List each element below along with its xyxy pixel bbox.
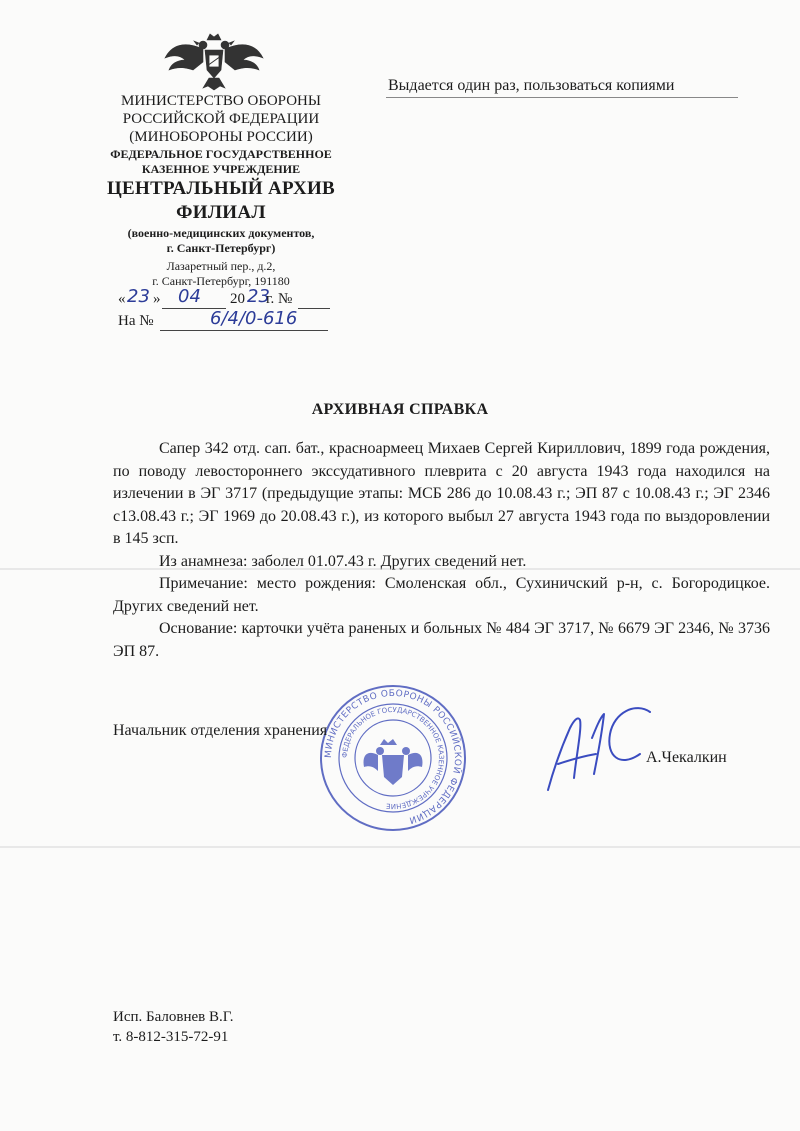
issue-notice: Выдается один раз, пользоваться копиями bbox=[388, 77, 675, 94]
archive-address: Лазаретный пер., д.2, г. Санкт-Петербург, 191180 bbox=[152, 259, 290, 288]
date-number-underline bbox=[298, 308, 330, 309]
reference-number-line: На № 6/4/0-616 bbox=[118, 311, 333, 333]
reference-underline bbox=[160, 330, 328, 331]
body-paragraph-main: Сапер 342 отд. сап. бат., красноармеец Михаев Сергей Кириллович, 1899 года рождения, по поводу левостороннего экссудативного плеврита с 20 августа 1943 года находился на излечении в ЭГ 3717 (предыдущие этапы: МСБ 286 до 10.08.43 г.; ЭП 87 с 10.08.43 г.; ЭГ 2346 с13.08.43 г.; ЭГ 1969 до 20.08.43 г.), из которого выбыл 27 августа 1943 года по выздоровлении в 145 зсп. bbox=[113, 440, 770, 547]
document-body bbox=[113, 438, 770, 663]
institution-type: ФЕДЕРАЛЬНОЕ ГОСУДАРСТВЕННОЕ КАЗЕННОЕ УЧРЕЖДЕНИЕ bbox=[110, 147, 332, 176]
ministry-name: МИНИСТЕРСТВО ОБОРОНЫ РОССИЙСКОЙ ФЕДЕРАЦИИ (МИНОБОРОНЫ РОССИИ) bbox=[121, 93, 321, 145]
archive-subtitle: (военно-медицинских документов, г. Санкт-Петербург) bbox=[127, 226, 315, 255]
svg-text:МИНИСТЕРСТВО ОБОРОНЫ РОССИЙСКО: МИНИСТЕРСТВО ОБОРОНЫ РОССИЙСКОЙ ФЕДЕРАЦИИ bbox=[323, 688, 463, 825]
executor-name: Исп. Баловнев В.Г. bbox=[113, 1009, 234, 1025]
document-title: АРХИВНАЯ СПРАВКА bbox=[311, 401, 489, 418]
issue-notice-underline bbox=[386, 97, 738, 98]
body-paragraph-note: Примечание: место рождения: Смоленская обл., Сухиничский р-н, с. Богородицкое. Других сведений нет. bbox=[113, 575, 770, 615]
double-headed-eagle-emblem-icon bbox=[163, 30, 265, 92]
signer-position: Начальник отделения хранения bbox=[113, 722, 328, 739]
scan-artifact-line bbox=[0, 846, 800, 848]
svg-text:ФЕДЕРАЛЬНОЕ ГОСУДАРСТВЕННОЕ КА: ФЕДЕРАЛЬНОЕ ГОСУДАРСТВЕННОЕ КАЗЕННОЕ УЧРЕЖДЕНИЕ bbox=[340, 705, 446, 811]
date-month-handwritten: 04 bbox=[178, 286, 201, 307]
date-year-handwritten: 23 bbox=[247, 286, 270, 307]
executor-info bbox=[113, 1007, 234, 1047]
body-paragraph-anamnesis: Из анамнеза: заболел 01.07.43 г. Других сведений нет. bbox=[159, 552, 527, 570]
archive-name: ЦЕНТРАЛЬНЫЙ АРХИВ ФИЛИАЛ bbox=[106, 178, 336, 223]
document-date-line: « 23 » 04 20 23 г. № bbox=[118, 289, 333, 311]
date-day-handwritten: 23 bbox=[127, 286, 150, 307]
body-paragraph-basis: Основание: карточки учёта раненых и больных № 484 ЭГ 3717, № 6679 ЭГ 2346, № 3736 ЭП 87. bbox=[113, 620, 770, 660]
reference-number-handwritten: 6/4/0-616 bbox=[210, 308, 298, 329]
official-round-stamp bbox=[318, 683, 468, 833]
signer-name: А.Чекалкин bbox=[646, 749, 727, 766]
handwritten-signature bbox=[540, 698, 660, 798]
executor-phone: т. 8-812-315-72-91 bbox=[113, 1029, 229, 1045]
